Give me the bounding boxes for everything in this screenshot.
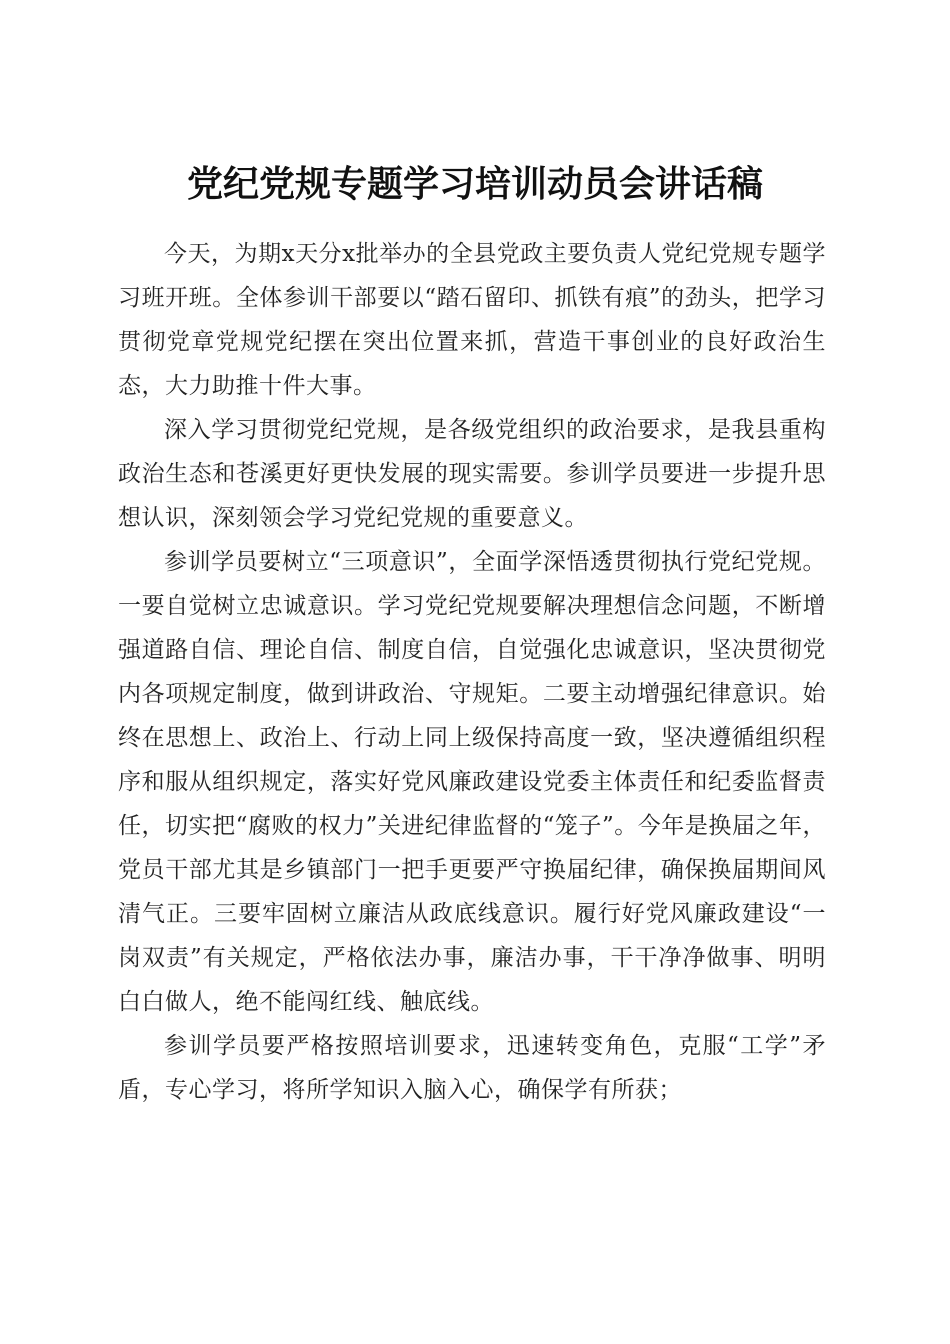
document-body: [118, 232, 826, 1112]
document-title: 党纪党规专题学习培训动员会讲话稿: [186, 163, 763, 206]
paragraph-4: 参训学员要严格按照培训要求，迅速转变角色，克服“工学”矛盾，专心学习，将所学知识入脑入心，确保学有所获；: [118, 1033, 826, 1103]
paragraph-3: 参训学员要树立“三项意识”，全面学深悟透贯彻执行党纪党规。一要自觉树立忠诚意识。学习党纪党规要解决理想信念问题，不断增强道路自信、理论自信、制度自信，自觉强化忠诚意识，坚决贯彻党内各项规定制度，做到讲政治、守规矩。二要主动增强纪律意识。始终在思想上、政治上、行动上同上级保持高度一致，坚决遵循组织程序和服从组织规定，落实好党风廉政建设党委主体责任和纪委监督责任，切实把“腐败的权力”关进纪律监督的“笼子”。今年是换届之年，党员干部尤其是乡镇部门一把手更要严守换届纪律，确保换届期间风清气正。三要牢固树立廉洁从政底线意识。履行好党风廉政建设“一岗双责”有关规定，严格依法办事，廉洁办事，干干净净做事、明明白白做人，绝不能闯红线、触底线。: [118, 549, 826, 1015]
paragraph-1: 今天，为期x天分x批举办的全县党政主要负责人党纪党规专题学习班开班。全体参训干部要以“踏石留印、抓铁有痕”的劲头，把学习贯彻党章党规党纪摆在突出位置来抓，营造干事创业的良好政治生态，大力助推十件大事。: [118, 241, 826, 399]
paragraph-2: 深入学习贯彻党纪党规，是各级党组织的政治要求，是我县重构政治生态和苍溪更好更快发展的现实需要。参训学员要进一步提升思想认识，深刻领会学习党纪党规的重要意义。: [118, 417, 826, 531]
